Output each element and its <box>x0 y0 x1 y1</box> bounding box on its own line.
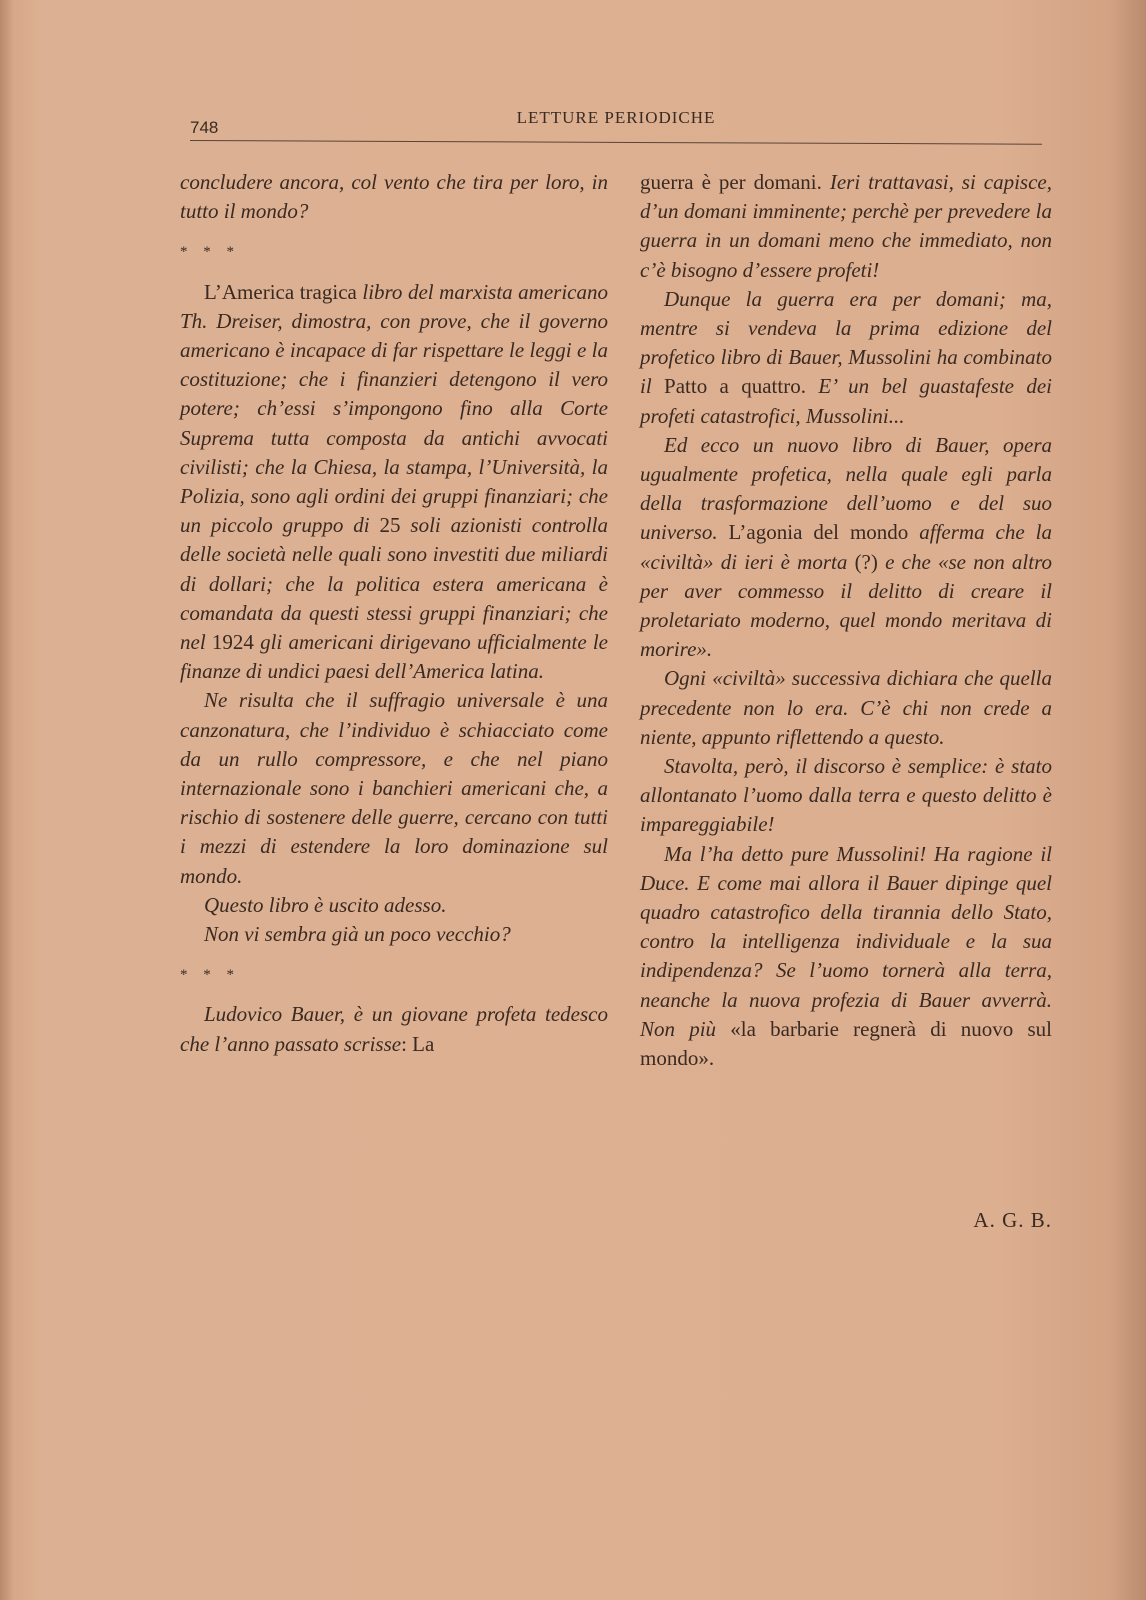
text-span: e che «se non altro per aver commesso il delitto di creare il proletariato moderno, quel mondo meritava di morire». <box>640 549 1052 662</box>
text-span: Patto a quattro. <box>664 374 819 399</box>
paragraph <box>180 1000 608 1058</box>
text-span: gli americani dirigevano ufficialmente le finanze di undici paesi dell’America latina. <box>180 630 609 684</box>
page-header <box>190 104 1042 150</box>
text-span: (?) <box>854 549 878 574</box>
text-span: soli azionisti controlla delle società nelle quali sono investiti due miliardi di dollari; che la politica estera americana è comandata da questi stessi gruppi finanziari; che nel <box>180 513 608 655</box>
paragraph: concludere ancora, col vento che tira per loro, in tutto il mondo? <box>180 170 608 224</box>
paragraph: Non vi sembra già un poco vecchio? <box>204 922 511 947</box>
text-span: libro del marxista americano Th. Dreiser, dimostra, con prove, che il governo americano è incapace di far rispettare le leggi e la costituzione; che i finanzieri detengono il vero potere; ch’essi s’impongono fino alla Corte Suprema tutta composta da antichi avvocati civilisti; che la Chiesa, la stampa, l’Università, la Polizia, sono agli ordini dei gruppi finanziari; che un piccolo gruppo di <box>180 279 608 538</box>
text-span: Ed ecco un nuovo libro di Bauer, opera ugualmente profetica, nella quale egli parla della trasformazione dell’uomo e del suo universo. <box>640 432 1052 545</box>
text-span: Dunque la guerra era per domani; ma, mentre si vendeva la prima edizione del profetico libro di Bauer, Mussolini ha combinato il <box>640 286 1052 399</box>
paragraph: Stavolta, però, il discorso è semplice: è stato allontanato l’uomo dalla terra e questo delitto è impareggiabile! <box>640 754 1052 837</box>
text-span: afferma che la «civiltà» di ieri è morta <box>640 520 1052 574</box>
paragraph: Ne risulta che il suffragio universale è una canzonatura, che l’individuo è schiacciato come da un rullo compressore, e che nel piano internazionale sono i banchieri americani che, a rischio di sostenere delle guerre, cercano con tutti i mezzi di estendere la loro dominazione sul mondo. <box>180 688 608 888</box>
left-column <box>180 168 608 1059</box>
page-number: 748 <box>190 118 219 137</box>
author-signature: A. G. B. <box>973 1208 1052 1232</box>
section-separator: * * * <box>180 244 240 261</box>
paragraph: Questo libro è uscito adesso. <box>204 892 447 917</box>
paragraph <box>640 840 1052 1074</box>
text-span: «la barbarie regnerà di nuovo sul mondo». <box>640 1016 1052 1071</box>
paragraph <box>640 285 1052 431</box>
paragraph: Ogni «civiltà» successiva dichiara che quella precedente non lo era. C’è chi non crede a niente, appunto riflettendo a questo. <box>640 666 1052 749</box>
text-span: L’agonia del mondo <box>728 520 920 545</box>
text-span: : La <box>401 1031 435 1056</box>
text-span: Ieri trattavasi, si capisce, d’un domani imminente; perchè per prevedere la guerra in un domani meno che immediato, non c’è bisogno d’essere profeti! <box>640 170 1052 282</box>
text-span: 1924 <box>211 630 254 655</box>
running-title: LETTURE PERIODICHE <box>516 108 716 127</box>
text-span: guerra è per domani. <box>640 170 830 194</box>
text-span: 25 <box>379 513 401 538</box>
text-span: Ma l’ha detto pure Mussolini! Ha ragione il Duce. E come mai allora il Bauer dipinge quel quadro catastrofico della tirannia dello Stato, contro la intelligenza individuale e la sua indipendenza? Se l’uomo tornerà alla terra, neanche la nuova profezia di Bauer avverrà. Non più <box>640 841 1052 1041</box>
text-span: E’ un bel guastafeste dei profeti catastrofici, Mussolini... <box>640 374 1053 428</box>
right-column <box>640 168 1052 1073</box>
header-rule <box>190 140 1042 145</box>
paragraph <box>180 278 608 687</box>
paragraph <box>640 168 1052 285</box>
section-separator: * * * <box>180 967 240 984</box>
paragraph <box>640 431 1052 665</box>
text-span: Ludovico Bauer, è un giovane profeta tedesco che l’anno passato scrisse <box>180 1002 608 1056</box>
text-span: L’America tragica <box>204 279 363 304</box>
